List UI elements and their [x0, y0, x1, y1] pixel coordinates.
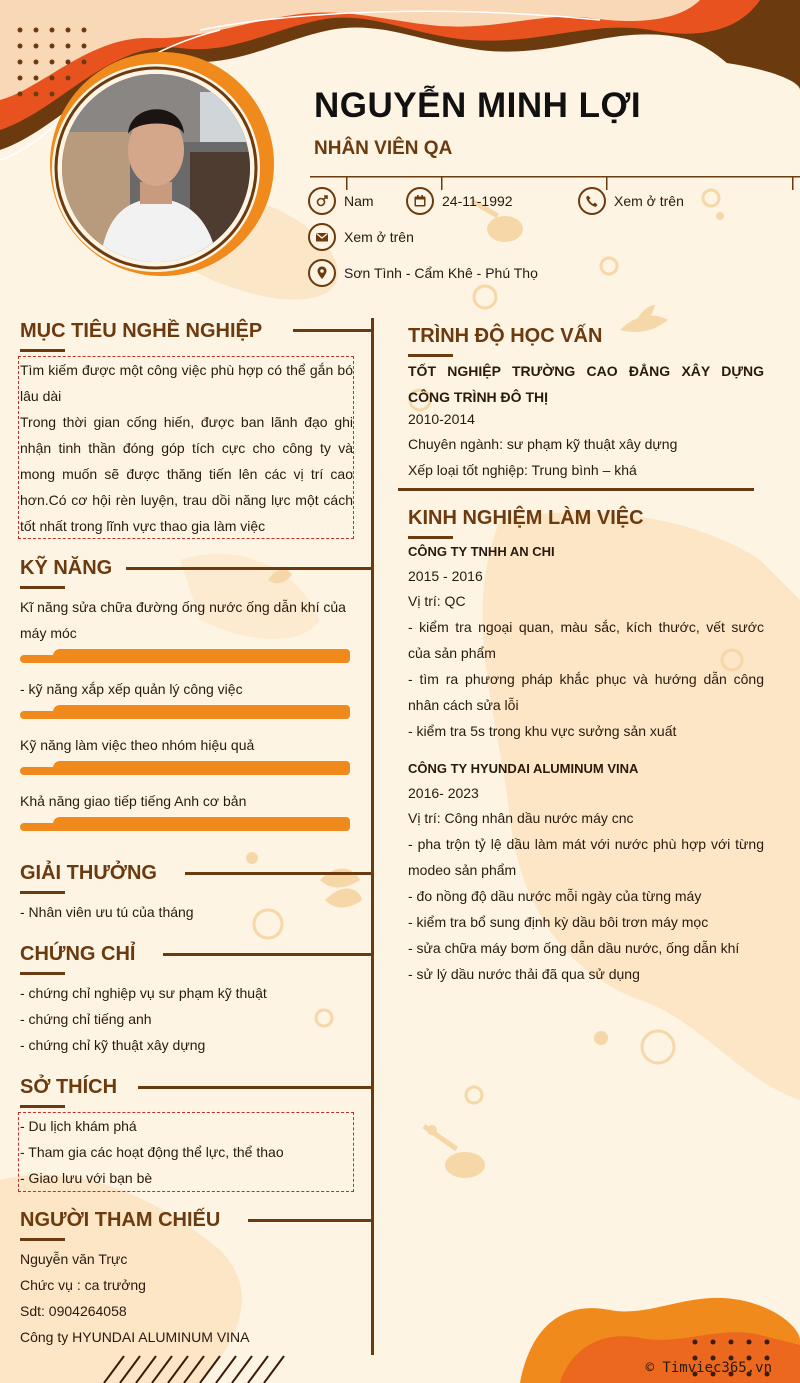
education-grade: Xếp loại tốt nghiệp: Trung bình – khá — [408, 462, 637, 478]
gender-row — [308, 187, 374, 215]
reference-item: Công ty HYUNDAI ALUMINUM VINA — [20, 1329, 250, 1345]
skill-label: - kỹ năng xắp xếp quản lý công việc — [20, 681, 243, 697]
hobbies-list — [20, 1113, 284, 1191]
job-company: CÔNG TY HYUNDAI ALUMINUM VINA — [408, 761, 639, 776]
awards-underline — [20, 891, 65, 894]
experience-title: KINH NGHIỆM LÀM VIỆC — [408, 507, 644, 529]
certificates-list — [20, 980, 267, 1058]
references-title: NGƯỜI THAM CHIẾU — [20, 1209, 221, 1231]
certificate-item: - chứng chỉ kỹ thuật xây dựng — [20, 1037, 206, 1053]
reference-item: Sdt: 0904264058 — [20, 1303, 127, 1319]
job-title: NHÂN VIÊN QA — [314, 138, 453, 159]
hobbies-rule — [138, 1086, 371, 1089]
awards-rule — [185, 872, 371, 875]
job-position: Vị trí: QC — [408, 593, 466, 609]
job-duty: - tìm ra phương pháp khắc phục và hướng dẫn công nhân cách sửa lỗi — [408, 671, 764, 713]
phone-icon — [578, 187, 606, 215]
job-duty: - kiểm tra bổ sung định kỳ dầu bôi trơn máy mọc — [408, 914, 709, 930]
objective-rule — [293, 329, 371, 332]
certificates-title: CHỨNG CHỈ — [20, 943, 136, 965]
hobby-item: - Du lịch khám phá — [20, 1118, 137, 1134]
skill-label: Khả năng giao tiếp tiếng Anh cơ bản — [20, 793, 247, 809]
job-duties — [408, 614, 764, 744]
email-value: Xem ở trên — [344, 229, 414, 245]
job-period: 2015 - 2016 — [408, 568, 483, 584]
skill-label: Kĩ năng sửa chữa đường ống nước ống dẫn khí của máy móc — [20, 599, 346, 641]
phone-row — [578, 187, 684, 215]
location-icon — [308, 259, 336, 287]
dob-value: 24-11-1992 — [442, 193, 513, 209]
awards-title: GIẢI THƯỞNG — [20, 862, 157, 884]
references-list — [20, 1246, 250, 1350]
award-item: - Nhân viên ưu tú của tháng — [20, 904, 194, 920]
job-duty: - kiểm tra 5s trong khu vực sưởng sản xuất — [408, 723, 677, 739]
objective-line: Tìm kiếm được một công việc phù hợp có thể gắn bó lâu dài — [20, 362, 353, 404]
job-duty: - kiểm tra ngoại quan, màu sắc, kích thước, vết sước của sản phẩm — [408, 619, 764, 661]
reference-item: Nguyễn văn Trực — [20, 1251, 128, 1267]
objective-title: MỤC TIÊU NGHỀ NGHIỆP — [20, 320, 263, 342]
dob-row — [406, 187, 513, 215]
education-school: TỐT NGHIỆP TRƯỜNG CAO ĐẲNG XÂY DỰNG CÔNG TRÌNH ĐÔ THỊ — [408, 363, 764, 405]
address-value: Sơn Tình - Cẩm Khê - Phú Thọ — [344, 265, 538, 281]
reference-item: Chức vụ : ca trưởng — [20, 1277, 146, 1293]
avatar — [60, 72, 252, 264]
hobbies-title: SỞ THÍCH — [20, 1076, 118, 1098]
hobby-item: - Tham gia các hoạt động thể lực, thể thao — [20, 1144, 284, 1160]
skills-rule — [126, 567, 371, 570]
job-duty: - sửa chữa máy bơm ống dẫn dầu nước, ống dẫn khí — [408, 940, 740, 956]
skill-bar — [20, 649, 350, 663]
objective-text — [20, 357, 353, 539]
job-period: 2016- 2023 — [408, 785, 479, 801]
calendar-icon — [406, 187, 434, 215]
gender-value: Nam — [344, 193, 374, 209]
references-underline — [20, 1238, 65, 1241]
skill-bar — [20, 705, 350, 719]
skills-title: KỸ NĂNG — [20, 557, 113, 579]
education-underline — [408, 354, 453, 357]
address-row — [308, 259, 538, 287]
certificates-rule — [163, 953, 371, 956]
education-rule — [398, 488, 754, 491]
email-row — [308, 223, 414, 251]
education-period: 2010-2014 — [408, 411, 475, 427]
hobbies-underline — [20, 1105, 65, 1108]
certificates-underline — [20, 972, 65, 975]
certificate-item: - chứng chỉ nghiệp vụ sư phạm kỹ thuật — [20, 985, 267, 1001]
job-duty: - đo nồng độ dầu nước mỗi ngày của từng máy — [408, 888, 702, 904]
job-position: Vị trí: Công nhân dầu nước máy cnc — [408, 810, 634, 826]
email-icon — [308, 223, 336, 251]
references-rule — [248, 1219, 371, 1222]
certificate-item: - chứng chỉ tiếng anh — [20, 1011, 152, 1027]
education-major: Chuyên ngành: sư phạm kỹ thuật xây dựng — [408, 436, 678, 452]
job-duty: - pha trộn tỷ lệ dầu làm mát với nước phù hợp với từng modeo sản phẩm — [408, 836, 764, 878]
watermark: © Timviec365.vn — [645, 1360, 772, 1376]
hobby-item: - Giao lưu với bạn bè — [20, 1170, 153, 1186]
gender-icon — [308, 187, 336, 215]
full-name: NGUYỄN MINH LỢI — [314, 86, 642, 125]
job-duties — [408, 831, 764, 987]
skill-bar — [20, 761, 350, 775]
education-title: TRÌNH ĐỘ HỌC VẤN — [408, 325, 603, 347]
phone-value: Xem ở trên — [614, 193, 684, 209]
objective-line: Trong thời gian cống hiến, được ban lãnh đạo ghi nhận tinh thần đóng góp tích cực cho công ty và mong muốn sẽ được thăng tiến lên các vị trí cao hơn.Có cơ hội rèn luyện, trau dồi năng lực một cách tốt nhất trong lĩnh vực thao gia làm việc — [20, 414, 353, 534]
skill-label: Kỹ năng làm việc theo nhóm hiệu quả — [20, 737, 255, 753]
skill-bar — [20, 817, 350, 831]
objective-underline — [20, 349, 65, 352]
job-duty: - sử lý dầu nước thải đã qua sử dụng — [408, 966, 640, 982]
skills-underline — [20, 586, 65, 589]
job-company: CÔNG TY TNHH AN CHI — [408, 544, 555, 559]
